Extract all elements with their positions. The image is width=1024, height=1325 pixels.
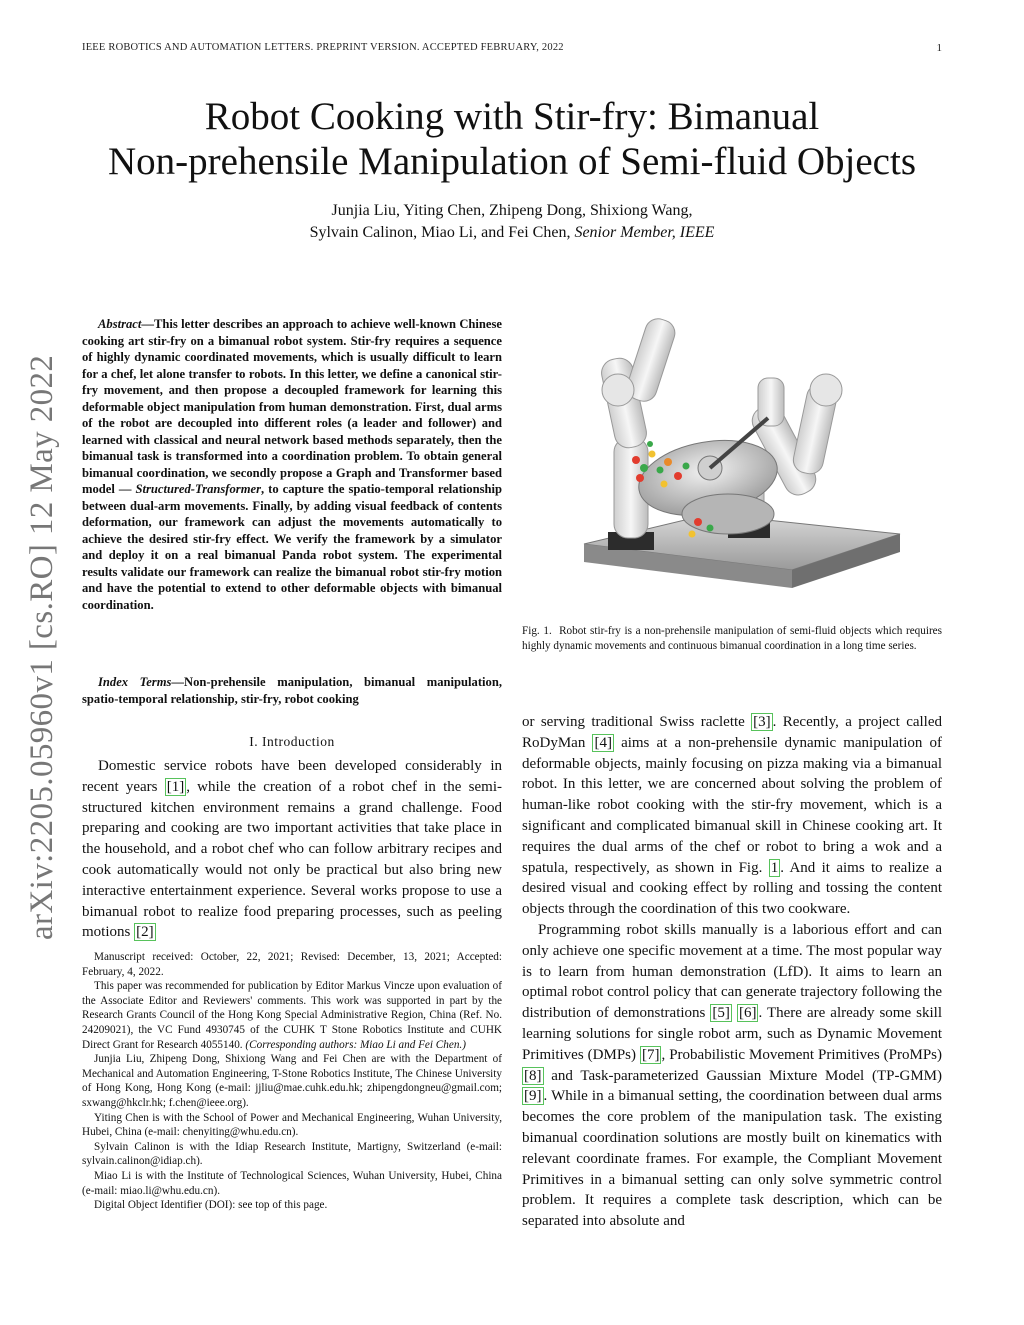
rp1-c: aims at a non-prehensile dynamic manipulation of deformable objects, mainly focusing on pizza making via a bimanual robot. In this letter, we are concerned about solving the problem of human-like robot cooking with the stir-fry movement, which is a significant and complicated bimanual skill in Chinese cooking art. It requires the dual arms of the chef or robot to bring a wok and a spatula, respectively, as shown in Fig.	[522, 734, 942, 876]
section-heading-introduction: I. Introduction	[249, 734, 335, 749]
citation-7[interactable]: [7]	[641, 1046, 660, 1063]
authors-line-1: Junjia Liu, Yiting Chen, Zhipeng Dong, Shixiong Wang,	[331, 202, 693, 219]
intro-paragraph	[82, 756, 502, 943]
rp2-d: and Task-parameterized Gaussian Mixture Model (TP-GMM)	[543, 1067, 942, 1084]
footnote-doi: Digital Object Identifier (DOI): see top of this page.	[94, 1199, 328, 1212]
index-terms-label: Index Terms	[98, 675, 172, 689]
right-arm-joint	[810, 374, 842, 406]
rp2-b: . There are already some skill learning solutions for single robot arm, such as Dynamic Movement Primitives (DMPs)	[522, 1005, 943, 1063]
rp1-a: or serving traditional Swiss raclette	[522, 714, 752, 730]
footnotes	[82, 950, 502, 1213]
citation-9[interactable]: [9]	[524, 1088, 542, 1105]
wok-lower	[682, 494, 774, 534]
figure-1-reference[interactable]: 1	[770, 859, 779, 876]
intro-text-a: Domestic service robots have been developed considerably in recent years	[82, 758, 502, 795]
citation-3[interactable]: [3]	[753, 714, 771, 730]
authors-line-2-names: Sylvain Calinon, Miao Li, and Fei Chen,	[309, 224, 571, 241]
footnote-funding-text: This paper was recommended for publication by Editor Markus Vincze upon evaluation of the Associate Editor and Reviewers' comments. This work was supported in part by the Research Grants Council of the Hong Kong Special Administrative Region, China (Ref. No. 24209021), the VC Fund 4930745 of the CUHK T Stone Robotics Institute and CUHK Direct Grant for Research 4055140.	[82, 980, 502, 1051]
abstract-text-a: —This letter describes an approach to achieve well-known Chinese cooking art stir-fry on a bimanual robot system. Stir-fry requires a sequence of highly dynamic coordinated movements, which is usually difficult to learn for a chef, let alone transfer to robots. In this letter, we define a canonical stir-fry movement, and then propose a decoupled framework for learning this deformable object manipulation from human demonstration. First, dual arms of the robot are decoupled into different roles (a leader and follower) and learned with classical and neural network based methods separately, then the bimanual task is transformed into a coordination problem. To obtain general bimanual coordination, we secondly propose a Graph and Transformer based model —	[82, 317, 502, 496]
rp2-c: , Probabilistic Movement Primitives (ProMPs)	[661, 1046, 942, 1063]
index-terms-text: —Non-prehensile manipulation, bimanual manipulation, spatio-temporal relationship, stir-fry, robot cooking	[82, 675, 502, 706]
arxiv-stamp: arXiv:2205.05960v1 [cs.RO] 12 May 2022	[24, 354, 60, 940]
rp1-d: . And it aims to realize a desired visual and cooking effect by rolling and tossing the content objects through the coordination of this two cookware.	[522, 859, 942, 918]
abstract-text-b: , to capture the spatio-temporal relationship between dual-arm movements. Finally, by adding visual feedback of contents deformation, our framework can adjust the movements automatically to achieve the desired stir-fry effect. We verify the framework by a simulator and deploy it on a real bimanual Panda robot system. The experimental results validate our framework can realize the bimanual robot stir-fry motion and have the potential to extend to other deformable objects with bimanual coordination.	[82, 482, 502, 612]
abstract-model-name: Structured-Transformer	[135, 482, 261, 496]
right-arm-wrist	[758, 378, 784, 426]
author-list	[100, 200, 924, 244]
rp1-b: . Recently, a project called RoDyMan	[522, 714, 942, 751]
footnote-affiliation-whu-power: Yiting Chen is with the School of Power and Mechanical Engineering, Wuhan University, Hubei, China (e-mail: chenyiting@whu.edu.cn).	[82, 1111, 502, 1139]
citation-6[interactable]: [6]	[738, 1005, 757, 1022]
title-line-2: Non-prehensile Manipulation of Semi-fluid Objects	[108, 140, 916, 183]
footnote-corresponding: (Corresponding authors: Miao Li and Fei Chen.)	[245, 1038, 466, 1051]
citation-5[interactable]: [5]	[712, 1005, 730, 1022]
robot-stir-fry-figure	[578, 318, 904, 610]
citation-4[interactable]: [4]	[594, 734, 612, 751]
footnote-received: Manuscript received: October, 22, 2021; Revised: December, 13, 2021; Accepted: February, 4, 2022.	[82, 951, 502, 978]
title-line-1: Robot Cooking with Stir-fry: Bimanual	[204, 95, 820, 138]
index-terms	[82, 674, 502, 707]
abstract-label: Abstract	[98, 317, 142, 331]
citation-2[interactable]: [2]	[136, 924, 154, 941]
footnote-funding	[82, 979, 502, 1052]
right-paragraph-1	[522, 712, 942, 920]
intro-text-b: , while the creation of a robot chef in the semi-structured kitchen environment remains a grand challenge. Food preparing and cooking are two important activities that take place in the household, and a robot chef who can follow arbitrary recipes and cook automatically would not only be practical but also bring new interactive entertainment experience. Several works propose to use a bimanual robot to realize food preparing processes, such as peeling motions	[82, 778, 502, 941]
paper-title	[60, 94, 964, 184]
rp2-e: . While in a bimanual setting, the coordination between dual arms becomes the core problem of the manipulation task. The existing bimanual coordination solutions are mostly built on kinematics with relevant coordinate frames. For example, the Compliant Movement Primitives in a bimanual setting can only solve symmetric control problem. It requires a complete task description, which can be separated into absolute and	[522, 1088, 942, 1230]
left-arm-joint	[602, 374, 634, 406]
figure-caption	[522, 624, 942, 653]
abstract	[82, 316, 502, 613]
figure-caption-label: Fig. 1.	[522, 625, 552, 637]
footnote-affiliation-idiap: Sylvain Calinon is with the Idiap Research Institute, Martigny, Switzerland (e-mail: sylvain.calinon@idiap.ch).	[82, 1140, 502, 1168]
citation-1[interactable]: [1]	[166, 778, 185, 795]
figure-caption-text: Robot stir-fry is a non-prehensile manipulation of semi-fluid objects which requires highly dynamic movements and continuous bimanual coordination in a long time series.	[522, 625, 942, 652]
citation-8[interactable]: [8]	[524, 1067, 542, 1084]
author-membership: Senior Member, IEEE	[574, 224, 715, 241]
footnote-affiliation-whu-tech: Miao Li is with the Institute of Technological Sciences, Wuhan University, Hubei, China (e-mail: miao.li@whu.edu.cn).	[82, 1169, 502, 1197]
authors-line-2	[100, 222, 924, 244]
rp2-a: Programming robot skills manually is a laborious effort and can only achieve one specific movement at a time. The most popular way is to learn from human demonstration (LfD). It aims to learn an optimal robot control policy that can generate trajectory following the distribution of demonstrations	[522, 921, 942, 1022]
running-header: IEEE ROBOTICS AND AUTOMATION LETTERS. PREPRINT VERSION. ACCEPTED FEBRUARY, 2022	[82, 42, 564, 53]
footnote-affiliation-cuhk: Junjia Liu, Zhipeng Dong, Shixiong Wang and Fei Chen are with the Department of Mechanical and Automation Engineering, T-Stone Robotics Institute, The Chinese University of Hong Kong, Hong Kong (e-mail: jjliu@mae.cuhk.edu.hk; zhipengdongneu@gmail.com; sxwang@hkclr.hk; f.chen@ieee.org).	[82, 1053, 502, 1109]
page-number: 1	[936, 42, 942, 54]
right-column-body	[522, 712, 942, 1232]
right-paragraph-2	[522, 920, 942, 1232]
